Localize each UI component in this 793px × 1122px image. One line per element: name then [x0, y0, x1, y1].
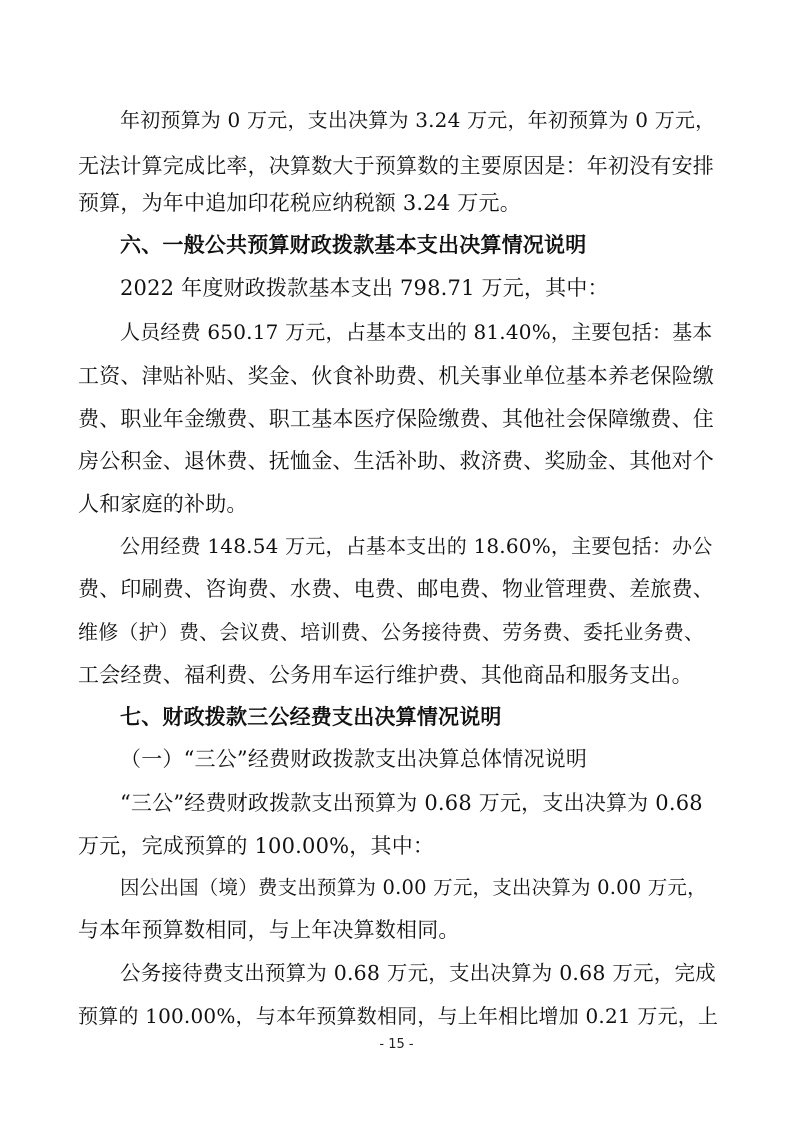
section-heading-7: 七、财政拨款三公经费支出决算情况说明 — [120, 705, 502, 729]
body-text-line: 与本年预算数相同，与上年决算数相同。 — [78, 918, 460, 942]
body-text-line: 预算，为年中追加印花税应纳税额 3.24 万元。 — [78, 191, 521, 215]
body-text-line: 工资、津贴补贴、奖金、伙食补助费、机关事业单位基本养老保险缴 — [78, 364, 714, 388]
body-text-line: “三公”经费财政拨款支出预算为 0.68 万元，支出决算为 0.68 — [120, 791, 703, 815]
subsection-heading: （一）“三公”经费财政拨款支出决算总体情况说明 — [120, 747, 588, 771]
body-text-line: 人和家庭的补助。 — [78, 492, 248, 516]
section-heading-6: 六、一般公共预算财政拨款基本支出决算情况说明 — [120, 233, 587, 257]
page-number: - 15 - — [379, 1037, 414, 1052]
body-text-line: 无法计算完成比率，决算数大于预算数的主要原因是：年初没有安排 — [78, 154, 714, 178]
body-text-line: 人员经费 650.17 万元，占基本支出的 81.40%，主要包括：基本 — [120, 320, 713, 344]
body-text-line: 费、职业年金缴费、职工基本医疗保险缴费、其他社会保障缴费、住 — [78, 407, 714, 431]
body-text-line: 费、印刷费、咨询费、水费、电费、邮电费、物业管理费、差旅费、 — [78, 577, 714, 601]
body-text-line: 万元，完成预算的 100.00%，其中： — [78, 834, 435, 858]
body-text-line: 维修（护）费、会议费、培训费、公务接待费、劳务费、委托业务费、 — [78, 620, 705, 644]
body-text-line: 预算的 100.00%，与本年预算数相同，与上年相比增加 0.21 万元，上 — [78, 1004, 719, 1028]
body-text-line: 年初预算为 0 万元，支出决算为 3.24 万元，年初预算为 0 万元， — [120, 108, 716, 132]
body-text-line: 公用经费 148.54 万元，占基本支出的 18.60%，主要包括：办公 — [120, 534, 713, 558]
body-text-line: 公务接待费支出预算为 0.68 万元，支出决算为 0.68 万元，完成 — [120, 961, 716, 985]
body-text-line: 工会经费、福利费、公务用车运行维护费、其他商品和服务支出。 — [78, 663, 693, 687]
body-text-line: 因公出国（境）费支出预算为 0.00 万元，支出决算为 0.00 万元， — [120, 876, 707, 899]
body-text-line: 2022 年度财政拨款基本支出 798.71 万元，其中： — [120, 276, 609, 300]
body-text-line: 房公积金、退休费、抚恤金、生活补助、救济费、奖励金、其他对个 — [78, 449, 714, 473]
